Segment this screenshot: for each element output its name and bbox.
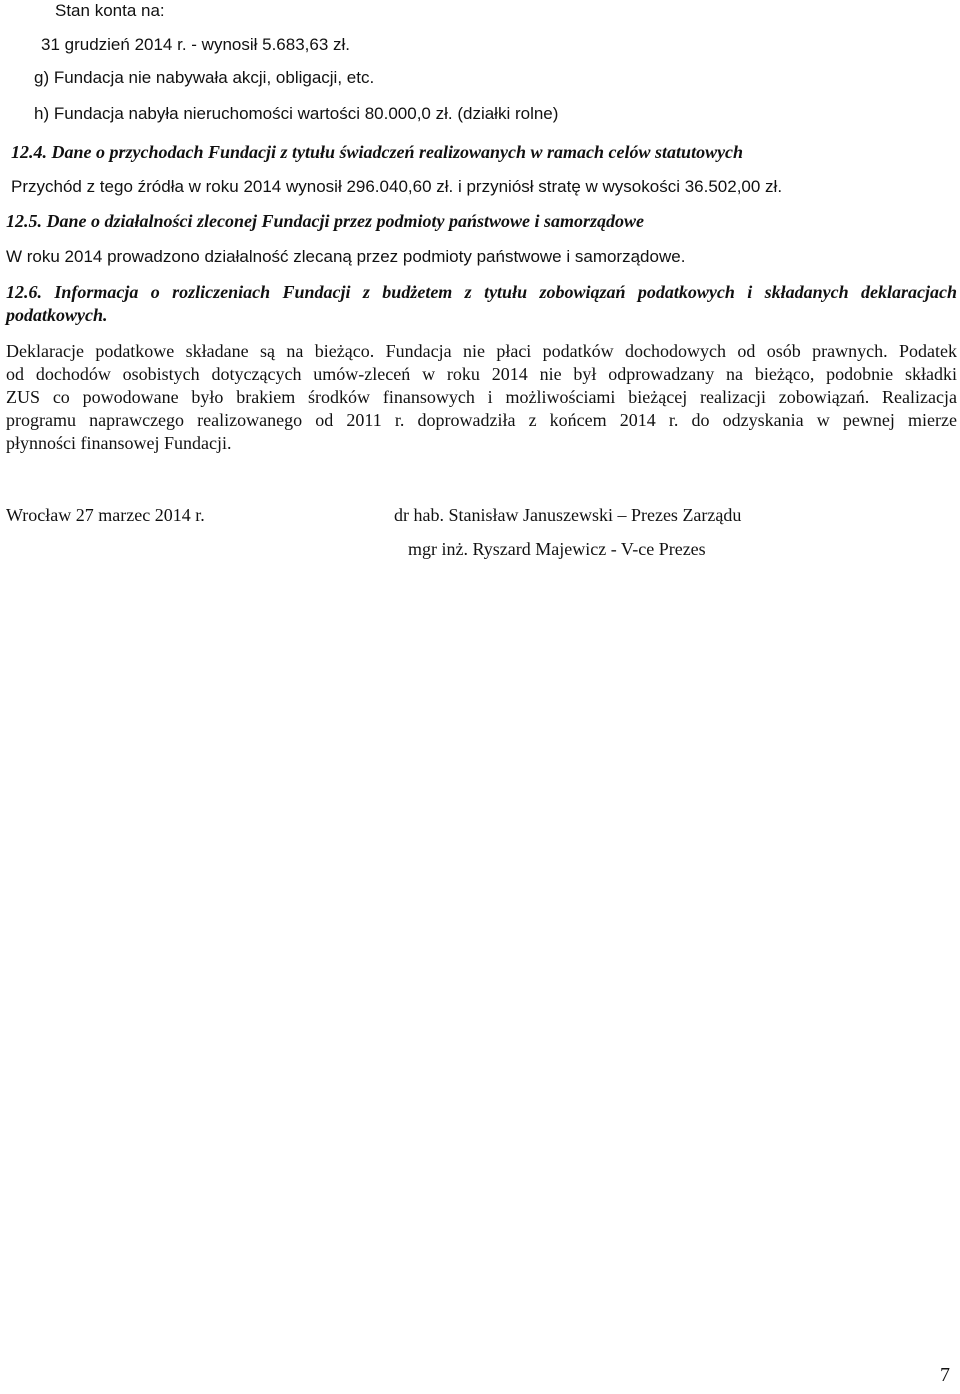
page-number: 7: [940, 1364, 950, 1386]
item-g: g) Fundacja nie nabywała akcji, obligacji, etc.: [34, 68, 375, 87]
paragraph-line: ZUS co powodowane było brakiem środków finansowych i możliwościami bieżącej realizacji zobowiązań. Realizacja: [6, 387, 957, 407]
section-12-4-heading: 12.4. Dane o przychodach Fundacji z tytułu świadczeń realizowanych w ramach celów statutowych: [11, 142, 744, 162]
paragraph-line: programu naprawczego realizowanego od 2011 r. doprowadziła z końcem 2014 r. do odzyskania w pewnej mierze: [6, 410, 957, 430]
signature-signer-2: mgr inż. Ryszard Majewicz - V-ce Prezes: [408, 539, 706, 559]
section-12-5-heading: 12.5. Dane o działalności zleconej Fundacji przez podmioty państwowe i samorządowe: [6, 211, 645, 231]
item-h: h) Fundacja nabyła nieruchomości wartości 80.000,0 zł. (działki rolne): [34, 104, 559, 123]
account-balance: 31 grudzień 2014 r. - wynosił 5.683,63 zł.: [41, 35, 351, 54]
paragraph-line: płynności finansowej Fundacji.: [6, 433, 232, 453]
section-12-4-text: Przychód z tego źródła w roku 2014 wynosił 296.040,60 zł. i przyniósł stratę w wysokości 36.502,00 zł.: [11, 177, 783, 196]
paragraph-line: Deklaracje podatkowe składane są na bieżąco. Fundacja nie płaci podatków dochodowych od osób prawnych. Podatek: [6, 341, 957, 361]
section-12-6-heading-line1: 12.6. Informacja o rozliczeniach Fundacji z budżetem z tytułu zobowiązań podatkowych i składanych deklaracjach: [6, 282, 957, 302]
paragraph-line: od dochodów osobistych dotyczących umów-zleceń w roku 2014 nie był odprowadzany na bieżąco, podobnie składki: [6, 364, 957, 384]
section-12-5-text: W roku 2014 prowadzono działalność zlecaną przez podmioty państwowe i samorządowe.: [6, 247, 686, 266]
signature-signer-1: dr hab. Stanisław Januszewski – Prezes Zarządu: [394, 505, 742, 525]
signature-place-date: Wrocław 27 marzec 2014 r.: [6, 505, 205, 525]
account-label: Stan konta na:: [55, 1, 165, 20]
section-12-6-heading-line2: podatkowych.: [6, 305, 108, 325]
